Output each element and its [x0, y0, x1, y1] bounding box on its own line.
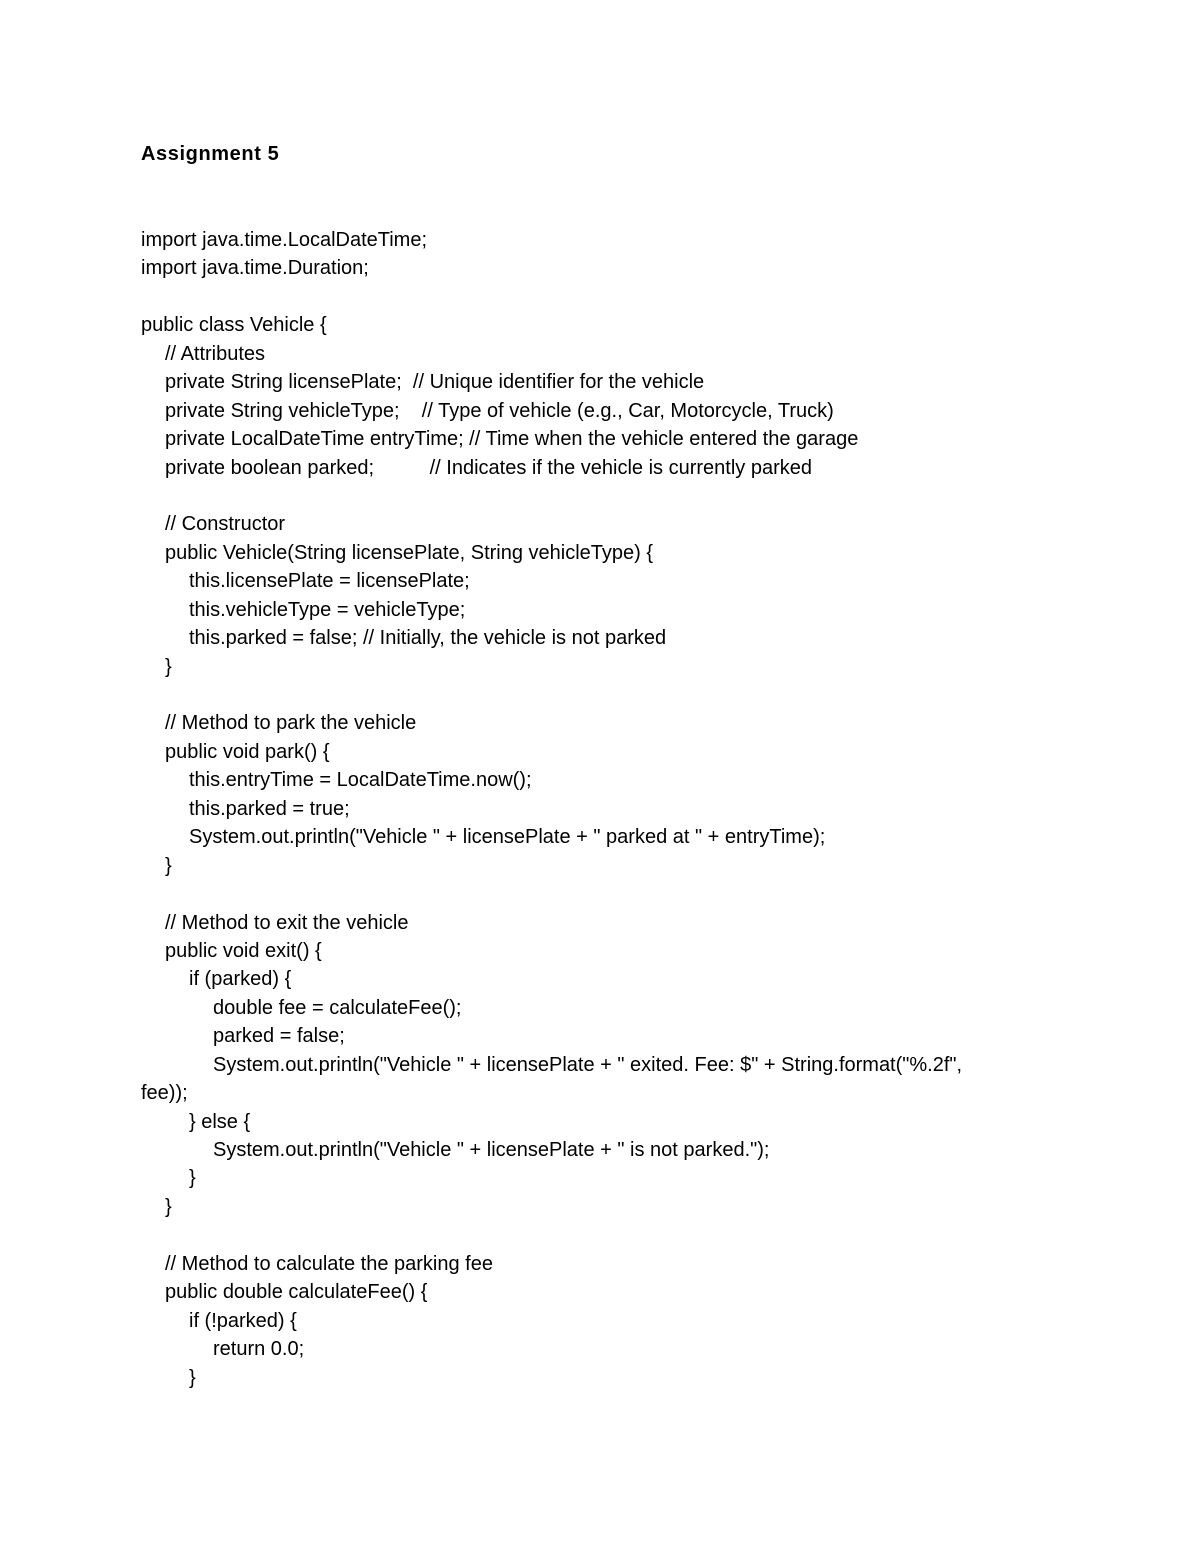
code-line: this.vehicleType = vehicleType;: [189, 598, 466, 621]
code-line: if (!parked) {: [189, 1309, 297, 1332]
code-line: } else {: [189, 1110, 251, 1133]
code-line: this.parked = false; // Initially, the vehicle is not parked: [189, 627, 667, 650]
code-line: [141, 1221, 1101, 1249]
code-line: if (parked) {: [189, 968, 292, 991]
code-line: // Method to calculate the parking fee: [165, 1252, 493, 1275]
code-line: private String licensePlate; // Unique identifier for the vehicle: [165, 371, 705, 394]
code-line: return 0.0;: [213, 1338, 305, 1361]
code-line: private String vehicleType; // Type of vehicle (e.g., Car, Motorcycle, Truck): [165, 399, 834, 422]
code-line: import java.time.Duration;: [141, 257, 369, 280]
code-line: parked = false;: [213, 1025, 345, 1048]
code-line: System.out.println("Vehicle " + licensePlate + " is not parked.");: [213, 1139, 770, 1161]
code-line: // Constructor: [165, 513, 286, 536]
document-title: Assignment 5: [141, 143, 280, 165]
code-line: }: [189, 1167, 196, 1190]
code-line: [141, 283, 1101, 311]
code-line: fee));: [141, 1082, 188, 1105]
code-line: [141, 681, 1101, 709]
code-line: private LocalDateTime entryTime; // Time when the vehicle entered the garage: [165, 428, 859, 451]
code-line: // Attributes: [165, 342, 266, 365]
code-line: public void exit() {: [165, 939, 322, 962]
code-block: [141, 226, 1101, 1392]
code-line: public Vehicle(String licensePlate, String vehicleType) {: [165, 541, 654, 564]
code-line: double fee = calculateFee();: [213, 996, 462, 1019]
code-line: this.parked = true;: [189, 797, 350, 820]
code-line: public void park() {: [165, 740, 330, 763]
code-line: }: [189, 1366, 196, 1389]
code-line: // Method to exit the vehicle: [165, 911, 409, 934]
code-line: System.out.println("Vehicle " + licensePlate + " parked at " + entryTime);: [189, 826, 826, 849]
code-line: private boolean parked; // Indicates if the vehicle is currently parked: [165, 456, 813, 479]
code-line: }: [165, 1195, 172, 1218]
code-line: [141, 482, 1101, 510]
code-line: // Method to park the vehicle: [165, 712, 417, 735]
code-line: public class Vehicle {: [141, 314, 327, 337]
code-line: public double calculateFee() {: [165, 1281, 428, 1304]
code-line: System.out.println("Vehicle " + licensePlate + " exited. Fee: $" + String.format("%.2f",: [213, 1053, 963, 1076]
code-line: }: [165, 655, 172, 678]
code-line: [141, 880, 1101, 908]
code-line: this.licensePlate = licensePlate;: [189, 570, 470, 593]
code-line: import java.time.LocalDateTime;: [141, 229, 428, 251]
code-line: }: [165, 854, 172, 877]
code-line: this.entryTime = LocalDateTime.now();: [189, 769, 532, 792]
